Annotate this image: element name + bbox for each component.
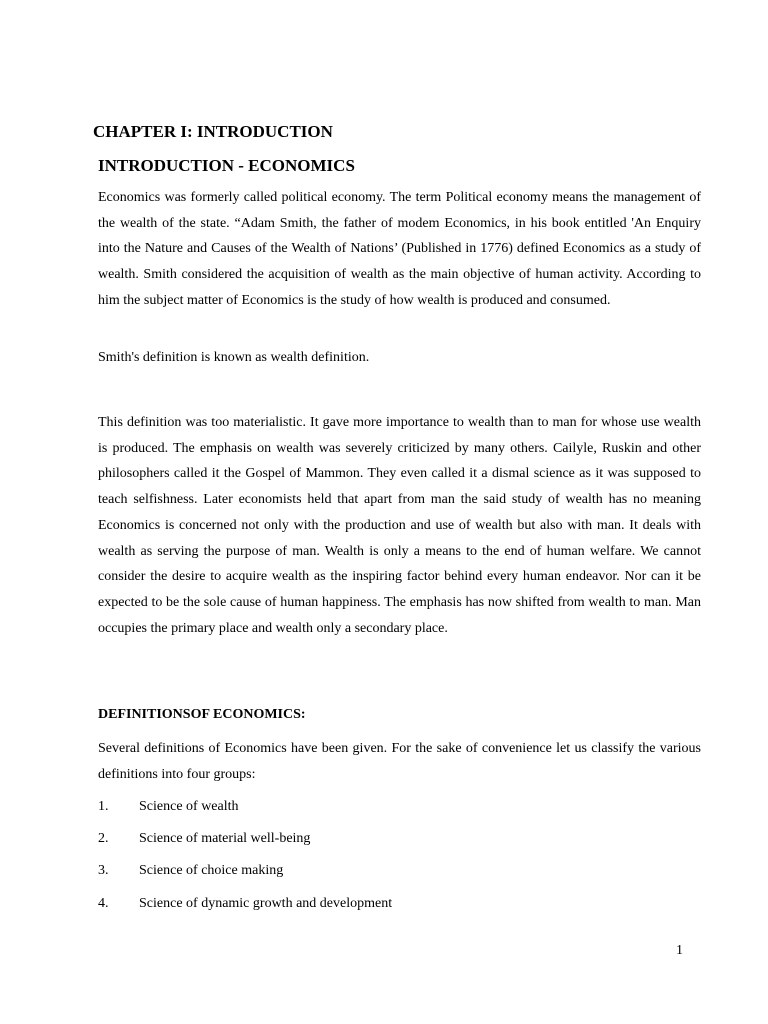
list-item-number: 2. <box>98 831 109 847</box>
paragraph-economics-history: Economics was formerly called political economy. The term Political economy means the management of the wealth of the state. “Adam Smith, the father of modem Economics, in his book entitled 'An Enquiry into the Nature and Causes of the Wealth of Nations’ (Published in 1776) defined Economics as a study of wealth. Smith considered the acquisition of wealth as the main objective of human activity. According to him the subject matter of Economics is the study of how wealth is produced and consumed. <box>98 190 701 308</box>
chapter-title: CHAPTER I: INTRODUCTION <box>93 122 333 141</box>
list-item-number: 3. <box>98 863 109 879</box>
list-item-text: Science of wealth <box>139 799 239 814</box>
list-item-number: 1. <box>98 799 109 814</box>
definition-groups-list <box>98 794 701 923</box>
list-item-text: Science of dynamic growth and development <box>139 895 393 911</box>
list-item-number: 4. <box>98 895 109 911</box>
paragraph-wealth-definition: Smith's definition is known as wealth definition. <box>98 350 370 365</box>
list-item <box>98 794 701 826</box>
page-number: 1 <box>676 943 683 958</box>
list-item-text: Science of choice making <box>139 863 284 879</box>
list-item <box>98 858 701 890</box>
section-title: INTRODUCTION - ECONOMICS <box>98 156 355 175</box>
paragraph-criticism: This definition was too materialistic. It gave more importance to wealth than to man for whose use wealth is produced. The emphasis on wealth was severely criticized by many others. Cailyle, Ruskin and other philosophers called it the Gospel of Mammon. They even called it a dismal science as it was supposed to teach selfishness. Later economists held that apart from man the said study of wealth has no meaning Economics is concerned not only with the production and use of wealth but also with man. It deals with wealth as serving the purpose of man. Wealth is only a means to the end of human welfare. We cannot consider the desire to acquire wealth as the inspiring factor behind every human endeavor. Nor can it be expected to be the sole cause of human happiness. The emphasis has now shifted from wealth to man. Man occupies the primary place and wealth only a secondary place. <box>98 415 701 636</box>
list-item <box>98 891 701 923</box>
list-item <box>98 826 701 858</box>
list-item-text: Science of material well-being <box>139 831 311 847</box>
paragraph-definitions-intro: Several definitions of Economics have been given. For the sake of convenience let us classify the various definitions into four groups: <box>98 741 701 782</box>
definitions-heading: DEFINITIONSOF ECONOMICS: <box>98 707 306 722</box>
